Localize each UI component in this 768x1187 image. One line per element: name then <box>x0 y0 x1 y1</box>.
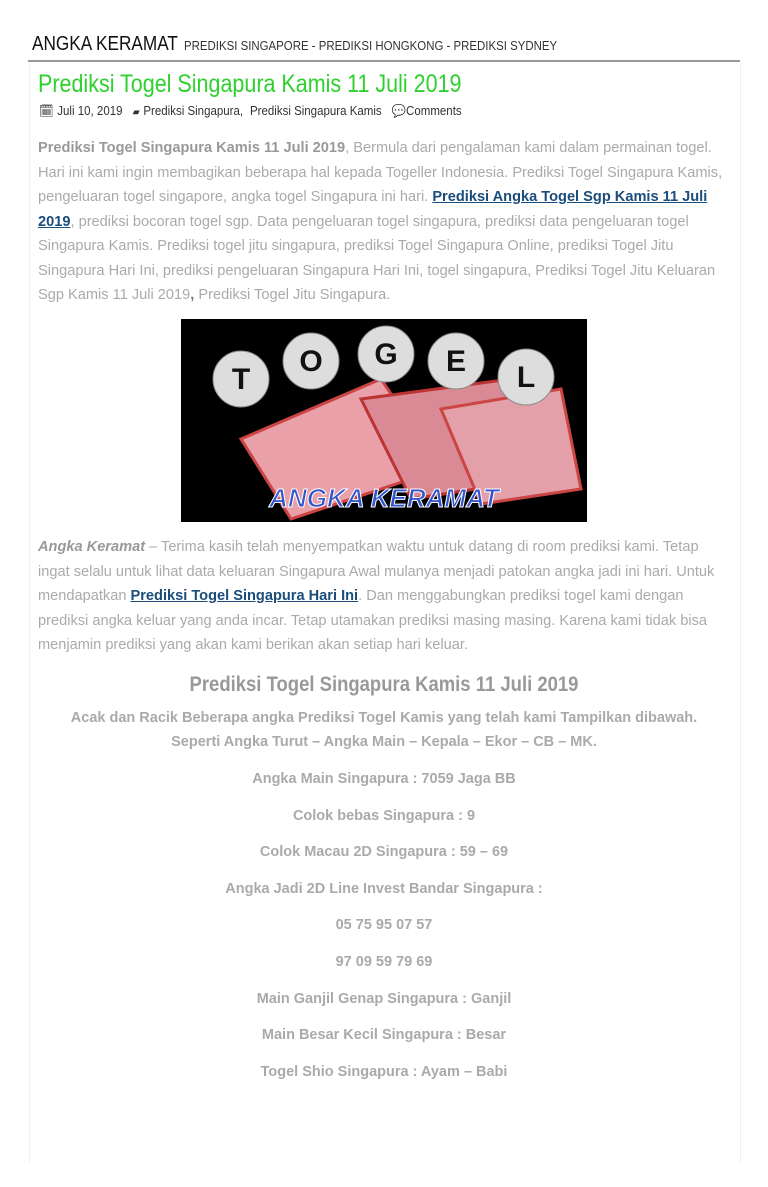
bold-text: Prediksi Togel Singapura Kamis 11 Juli 2019 <box>38 140 346 156</box>
ball-T <box>213 351 269 407</box>
separator: , <box>239 104 244 118</box>
prediction-line: 97 09 59 79 69 <box>335 954 433 970</box>
intro-line: Acak dan Racik Beberapa angka Prediksi Togel Kamis yang telah kami Tampilkan dibawah. <box>70 710 698 726</box>
site-header <box>32 33 558 56</box>
prediction-line: Angka Main Singapura : 7059 Jaga BB <box>252 771 516 787</box>
post-meta <box>39 104 465 119</box>
prediction-line: Colok bebas Singapura : 9 <box>292 807 476 824</box>
folder-icon: ▰ <box>132 107 140 118</box>
category-link[interactable]: Prediksi Singapura Kamis <box>249 104 382 118</box>
text: , prediksi bocoran togel sgp. Data pengeluaran togel singapura, prediksi data pengeluaran togel Singapura Kamis. Prediksi togel jitu singapura, prediksi Togel Singapura Online, prediksi Togel Jitu Singapura Hari Ini, prediksi pengeluaran Singapura Hari Ini, togel singapura, Prediksi Togel Jitu Keluaran Sgp Kamis 11 Juli 2019 <box>38 213 716 303</box>
prediction-line: Angka Jadi 2D Line Invest Bandar Singapura : <box>225 880 543 897</box>
svg-text:O: O <box>299 345 323 378</box>
togel-banner-image <box>181 319 587 522</box>
post-title[interactable]: Prediksi Togel Singapura Kamis 11 Juli 2019 <box>38 70 462 98</box>
prediction-line: Colok Macau 2D Singapura : 59 – 69 <box>259 844 509 861</box>
inline-link[interactable]: Prediksi Angka Togel Sgp Kamis 11 Juli 2019 <box>38 189 708 230</box>
prediction-line: Main Ganjil Genap Singapura : Ganjil <box>256 990 512 1007</box>
site-tagline: PREDIKSI SINGAPORE - PREDIKSI HONGKONG - PREDIKSI SYDNEY <box>184 38 558 53</box>
inline-link[interactable]: Prediksi Togel Singapura Hari Ini <box>130 588 359 604</box>
text: , <box>190 287 199 303</box>
emphasis: Angka Keramat <box>38 539 146 555</box>
text: Prediksi Togel Jitu Singapura. <box>198 287 391 303</box>
comment-icon: 💬 <box>391 104 407 118</box>
svg-text:L: L <box>516 361 536 394</box>
site-title[interactable]: ANGKA KERAMAT <box>32 33 178 55</box>
text: , Bermula dari pengalaman kami dalam permainan togel. Hari ini kami ingin membagikan beberapa hal kepada Togeller Indonesia. Prediksi Togel Singapura Kamis, pengeluaran togel singapore, angka togel Singapura ini hari. <box>38 140 723 205</box>
second-paragraph <box>38 535 732 658</box>
ball-E <box>428 333 484 389</box>
prediction-line: Main Besar Kecil Singapura : Besar <box>261 1027 507 1044</box>
ball-G <box>358 326 414 382</box>
intro-line: Seperti Angka Turut – Angka Main – Kepala – Ekor – CB – MK. <box>171 734 597 750</box>
ball-L <box>498 349 554 405</box>
post-date[interactable]: Juli 10, 2019 <box>57 104 123 118</box>
comments-link[interactable]: Comments <box>406 104 462 118</box>
ball-O <box>283 333 339 389</box>
category-link[interactable]: Prediksi Singapura <box>143 104 240 118</box>
calendar-icon: 🗓 <box>39 104 54 118</box>
header-divider <box>28 60 740 62</box>
prediction-line: 05 75 95 07 57 <box>335 917 433 934</box>
intro-paragraph <box>38 136 732 308</box>
svg-text:T: T <box>231 363 251 396</box>
prediction-line: Togel Shio Singapura : Ayam – Babi <box>260 1063 508 1080</box>
svg-text:E: E <box>445 345 467 378</box>
text: . Dan menggabungkan prediksi togel kami dengan prediksi angka keluar yang anda incar. Tetap utamakan prediksi masing masing. Karena kami tidak bisa menjamin prediksi yang akan kami berikan akan setiap hari keluar. <box>38 588 707 653</box>
svg-text:G: G <box>374 338 398 371</box>
text: – Terima kasih telah menyempatkan waktu untuk datang di room prediksi kami. Tetap ingat selalu untuk lihat data keluaran Singapura Awal mulanya menjadi patokan angka jadi ini hari. Untuk mendapatkan <box>38 539 715 604</box>
banner-caption: ANGKA KERAMAT <box>269 483 499 513</box>
section-heading: Prediksi Togel Singapura Kamis 11 Juli 2019 <box>189 673 579 696</box>
